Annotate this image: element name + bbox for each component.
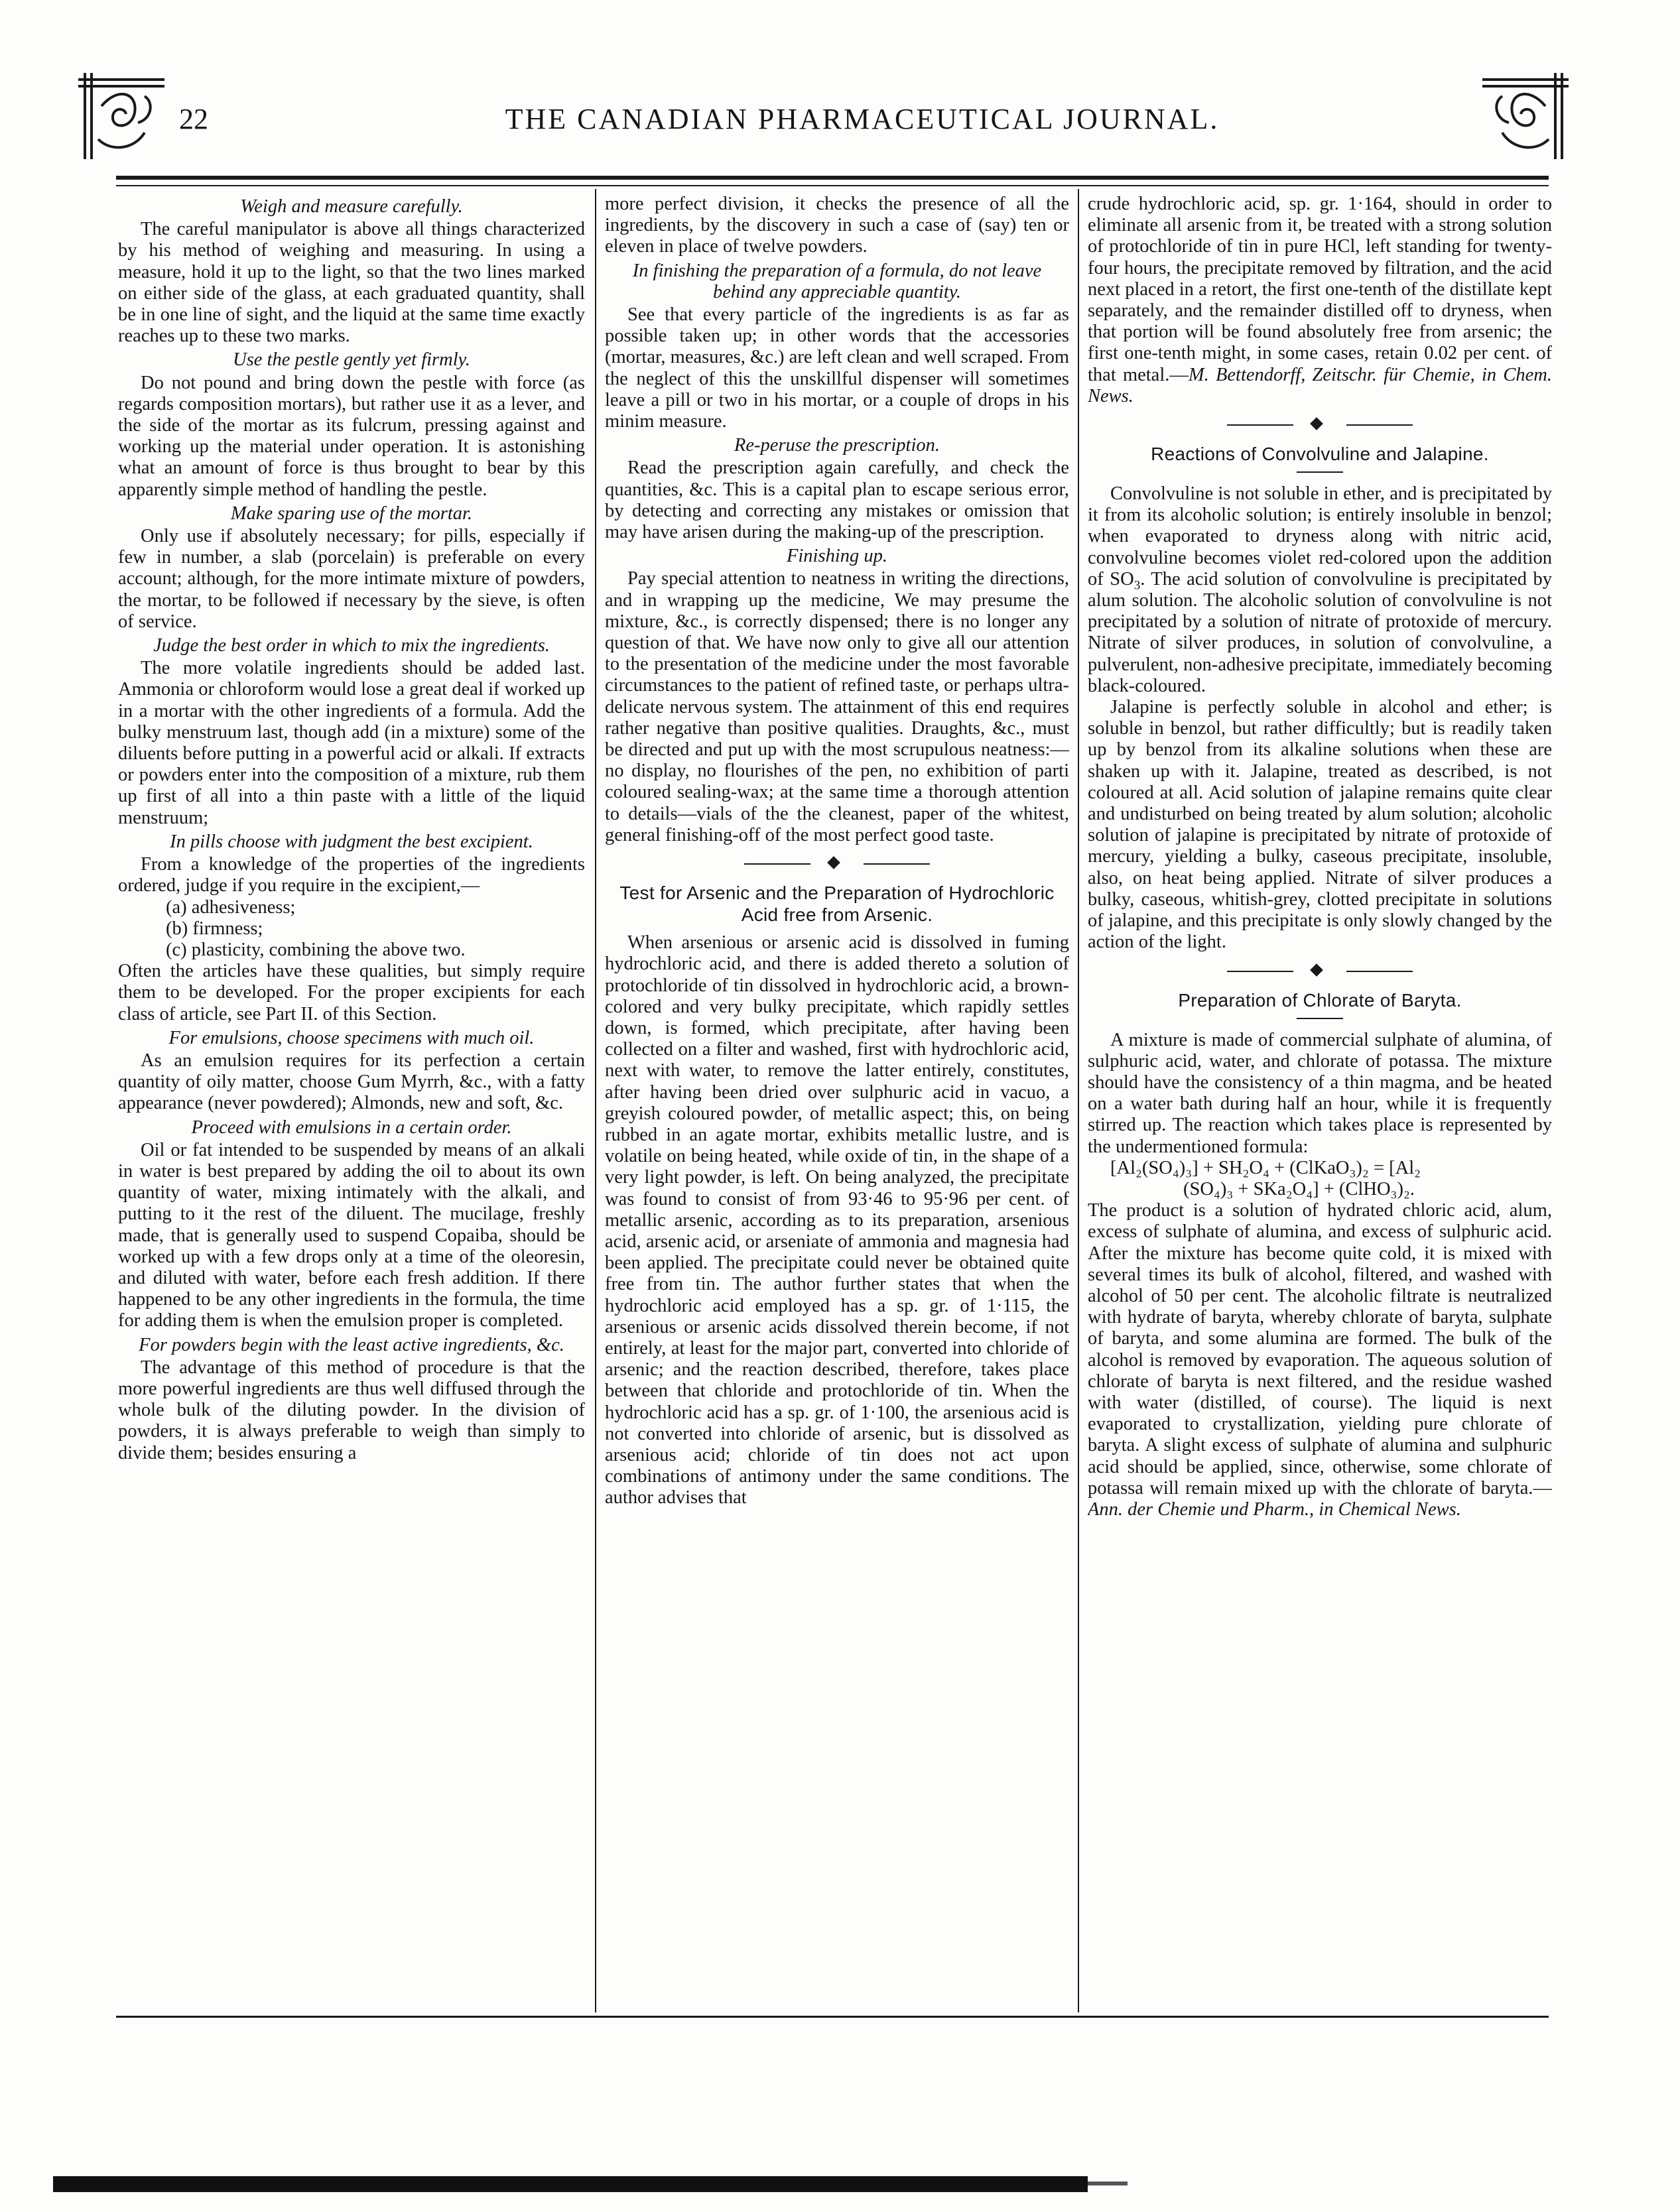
subheading: Judge the best order in which to mix the ingredients. [153, 635, 550, 656]
column-divider-1 [595, 189, 596, 2012]
paragraph: crude hydrochloric acid, sp. gr. 1·164, should in order to eliminate all arsenic from it, be treated with a strong solution of protochloride of tin in pure HCl, left standing for twenty-four hours, the precipitate removed by filtration, and the acid next placed in a retort, the first one-tenth of the distillate kept separately, and the remainder distilled off to dryness, when that portion will be found absolutely free from arsenic; the first one-tenth might, in some cases, retain 0.02 per cent. of that metal.—M. Bettendorff, Zeitschr. für Chemie, in Chem. News. [1088, 194, 1552, 406]
running-title: THE CANADIAN PHARMACEUTICAL JOURNAL. [505, 103, 1220, 135]
section-divider [1088, 419, 1552, 431]
formula-line-2: (SO₄)₃ + SKa₂O₄] + (ClHO₃)₂. [1183, 1178, 1415, 1199]
title-dash [1297, 1018, 1343, 1019]
chemical-formula [1088, 1158, 1552, 1200]
column-divider-2 [1078, 189, 1079, 2012]
article-title: Reactions of Convolvuline and Jalapine. [1151, 444, 1489, 465]
paragraph: From a knowledge of the properties of the ingredients ordered, judge if you require in the excipient,— [118, 854, 585, 896]
subheading: For emulsions, choose specimens with much oil. [168, 1027, 535, 1048]
subheading: Make sparing use of the mortar. [230, 503, 473, 524]
list-item: (a) adhesiveness; [166, 896, 296, 918]
subheading: In pills choose with judgment the best excipient. [170, 831, 533, 852]
header-rule-thick [116, 176, 1549, 180]
paragraph: The advantage of this method of procedure is that the more powerful ingredients are thus well diffused through the whole bulk of the diluting powder. In the division of powders, it is always preferable to weigh than simply to divide them; besides ensuring a [118, 1357, 585, 1463]
paragraph: Convolvuline is not soluble in ether, and is precipitated by it from its alcoholic solution; is entirely insoluble in benzol; when evaporated to dryness along with nitric acid, convolvuline becomes violet red-colored upon the addition of $SO_3$. The acid solution of convolvuline is precipitated by alum solution. The alcoholic solution of convolvuline is not precipitated by a solution of nitrate of protoxide of mercury. Nitrate of silver produces, in solution of convolvuline, a pulverulent, non-adhesive precipitate, immediately becoming black-coloured. [1088, 483, 1552, 696]
paragraph: Often the articles have these qualities, but simply require them to be developed. For the proper excipients for each class of article, see Part II. of this Section. [118, 961, 585, 1024]
paragraph: more perfect division, it checks the presence of all the ingredients, by the discovery in such a case of (say) ten or eleven in place of twelve powders. [605, 194, 1069, 257]
subheading: Proceed with emulsions in a certain order. [191, 1117, 512, 1138]
title-dash [1297, 471, 1343, 473]
paragraph: Only use if absolutely necessary; for pills, especially if few in number, a slab (porcelain) is preferable on every account; although, for the more intimate mixture of powders, the mortar, to be followed if necessary by the sieve, is often of service. [118, 526, 585, 632]
citation: M. Bettendorff, Zeitschr. für Chemie, in Chem. News. [1088, 364, 1552, 406]
list-item: (b) firmness; [166, 918, 263, 939]
subheading: Use the pestle gently yet firmly. [233, 349, 470, 371]
column-3 [1088, 194, 1552, 2010]
paragraph: Oil or fat intended to be suspended by means of an alkali in water is best prepared by adding the oil to about its own quantity of water, mixing intimately with the alkali, and putting to it the rest of the diluent. The mucilage, freshly made, that is generally used to suspend Copaiba, should be worked up with a few drops only at a time of the oleoresin, and diluted with water, before each fresh addition. If there happened to be any other ingredients in the formula, the time for adding them is when the emulsion proper is completed. [118, 1139, 585, 1331]
subheading: Finishing up. [786, 546, 887, 567]
paragraph: When arsenious or arsenic acid is dissolved in fuming hydrochloric acid, and there is added thereto a solution of protochloride of tin dissolved in hydrochloric acid, a brown-colored and very bulky precipitate, which rapidly settles down, is formed, which precipitate, after having been collected on a filter and washed, first with hydrochloric acid, next with water, to remove the latter entirely, constitutes, after having been dried over sulphuric acid in vacuo, a greyish coloured powder, of metallic aspect; this, on being rubbed in an agate mortar, exhibits metallic lustre, and is volatile on being heated, while oxide of tin, in the shape of a very light powder, is left. On being analyzed, the precipitate was found to consist of from 93·46 to 95·96 per cent. of metallic arsenic, according as to its preparation, arsenious acid, arsenic acid, or arseniate of ammonia and magnesia had been applied. The precipitate could never be obtained quite free from tin. The author further states that when the hydrochloric acid employed has a sp. gr. of 1·115, the arsenious or arsenic acids dissolved therein become, if not entirely, at least for the major part, converted into chloride of arsenic; and the reaction described, therefore, takes place between that chloride and protochloride of tin. When the hydrochloric acid has a sp. gr. of 1·100, the arsenious acid is not converted into chloride of arsenic, but is dissolved as arsenious acid; chloride of tin does not act upon combinations of antimony under the same conditions. The author advises that [605, 932, 1069, 1508]
corner-ornament-left [72, 66, 171, 166]
subheading: In finishing the preparation of a formula, do not leave behind any appreciable quantity. [632, 260, 1042, 302]
page-number: 22 [179, 103, 208, 135]
section-divider [1088, 965, 1552, 977]
formula-line-1: [Al₂(SO₄)₃] + SH₂O₄ + (ClKaO₃)₂ = [Al₂ [1110, 1157, 1421, 1178]
paragraph: Jalapine is perfectly soluble in alcohol and ether; is soluble in benzol, but rather difficultly; but is readily taken up by benzol from its alkaline solutions when these are shaken up with it. Jalapine, treated as described, is not coloured at all. Acid solution of jalapine remains quite clear and undisturbed on being treated by alum solution; alcoholic solution of jalapine is precipitated by nitrate of protoxide of mercury, yielding a bulky, caseous precipitate, insoluble, also, on heat being applied. Nitrate of silver produces a bulky, caseous, whitish-grey, clotted precipitate in solutions of jalapine, and this precipitate is only slowly changed by the action of the light. [1088, 697, 1552, 953]
subheading: For powders begin with the least active ingredients, &c. [139, 1334, 564, 1355]
paragraph: As an emulsion requires for its perfection a certain quantity of oily matter, choose Gum Myrrh, &c., with a fatty appearance (never powdered); Almonds, new and soft, &c. [118, 1050, 585, 1114]
scan-edge-mark [1088, 2181, 1128, 2185]
paragraph: Do not pound and bring down the pestle with force (as regards composition mortars), but rather use it as a lever, and the side of the mortar as its fulcrum, pressing against and working up the material under operation. It is astonishing what an amount of force is thus brought to bear by this apparently simple method of handling the pestle. [118, 372, 585, 500]
paragraph: Pay special attention to neatness in writing the directions, and in wrapping up the medicine, We may presume the mixture, &c., is correctly dispensed; there is no longer any question of that. We have now only to give all our attention to the presentation of the medicine under the most favorable circumstances to the patient of refined taste, or perhaps ultra-delicate nervous system. The attainment of this end requires rather negative than positive qualities. Draughts, &c., must be directed and put up with the most scrupulous neatness:—no display, no flourishes of the pen, no exhibition of parti coloured sealing-wax; at the same time a thorough attention to details—vials of the the cleanest, paper of the whitest, general finishing-off of the most perfect good taste. [605, 568, 1069, 845]
paragraph: The product is a solution of hydrated chloric acid, alum, excess of sulphate of alumina, and excess of sulphuric acid. After the mixture has become quite cold, it is mixed with several times its bulk of alcohol, filtered, and washed with alcohol of 50 per cent. The alcoholic filtrate is neutralized with hydrate of baryta, whereby chlorate of baryta, sulphate of baryta, and some alumina are formed. The bulk of the alcohol is removed by evaporation. The aqueous solution of chlorate of baryta is next filtered, and the residue washed with water (distilled, of course). The liquid is next evaporated to crystallization, yielding pure chlorate of baryta. A slight excess of sulphate of alumina and sulphuric acid should be applied, since, otherwise, some chlorate of potassa will remain mixed up with the chlorate of baryta.—Ann. der Chemie und Pharm., in Chemical News. [1088, 1200, 1552, 1520]
paragraph: Read the prescription again carefully, and check the quantities, &c. This is a capital plan to escape serious error, by detecting and correcting any mistakes or omission that may have arisen during the making-up of the prescription. [605, 458, 1069, 543]
corner-ornament-right [1476, 66, 1575, 166]
subheading: Weigh and measure carefully. [240, 196, 463, 217]
article-title: Preparation of Chlorate of Baryta. [1178, 989, 1462, 1011]
footer-rule [116, 2016, 1549, 2018]
paragraph: See that every particle of the ingredients is as far as possible taken up; in other words that the accessories (mortar, measures, &c.) are left clean and well scraped. From the neglect of this the unskillful dispenser will sometimes leave a pill or two in his mortar, or a couple of drops in his minim measure. [605, 304, 1069, 432]
header-rule-thin [116, 185, 1549, 186]
column-1 [118, 194, 585, 2010]
section-divider [605, 858, 1069, 870]
scan-edge-bar [53, 2176, 1088, 2192]
paragraph: The more volatile ingredients should be added last. Ammonia or chloroform would lose a great deal if worked up in a mortar with the other ingredients of a formula. Add the bulky menstruum last, though add (in a mixture) some of the diluents before putting in a powerful acid or alkali. If extracts or powders enter into the composition of a mixture, rub them up first of all into a thin paste with a little of the liquid menstruum; [118, 658, 585, 828]
paragraph: A mixture is made of commercial sulphate of alumina, of sulphuric acid, water, and chlorate of potassa. The mixture should have the consistency of a thin magma, and be heated on a water bath during half an hour, while it is frequently stirred up. The reaction which takes place is represented by the undermentioned formula: [1088, 1029, 1552, 1157]
column-2 [605, 194, 1069, 2010]
list-item: (c) plasticity, combining the above two. [166, 939, 466, 960]
paragraph: The careful manipulator is above all things characterized by his method of weighing and measuring. In using a measure, hold it up to the light, so that the two lines marked on either side of the glass, at each graduated quantity, shall be in one line of sight, and the liquid at the same time exactly reaches up to these two marks. [118, 219, 585, 347]
subheading: Re-peruse the prescription. [734, 435, 940, 456]
article-title: Test for Arsenic and the Preparation of Hydrochloric Acid free from Arsenic. [619, 883, 1055, 926]
citation: Ann. der Chemie und Pharm., in Chemical News. [1088, 1499, 1461, 1520]
